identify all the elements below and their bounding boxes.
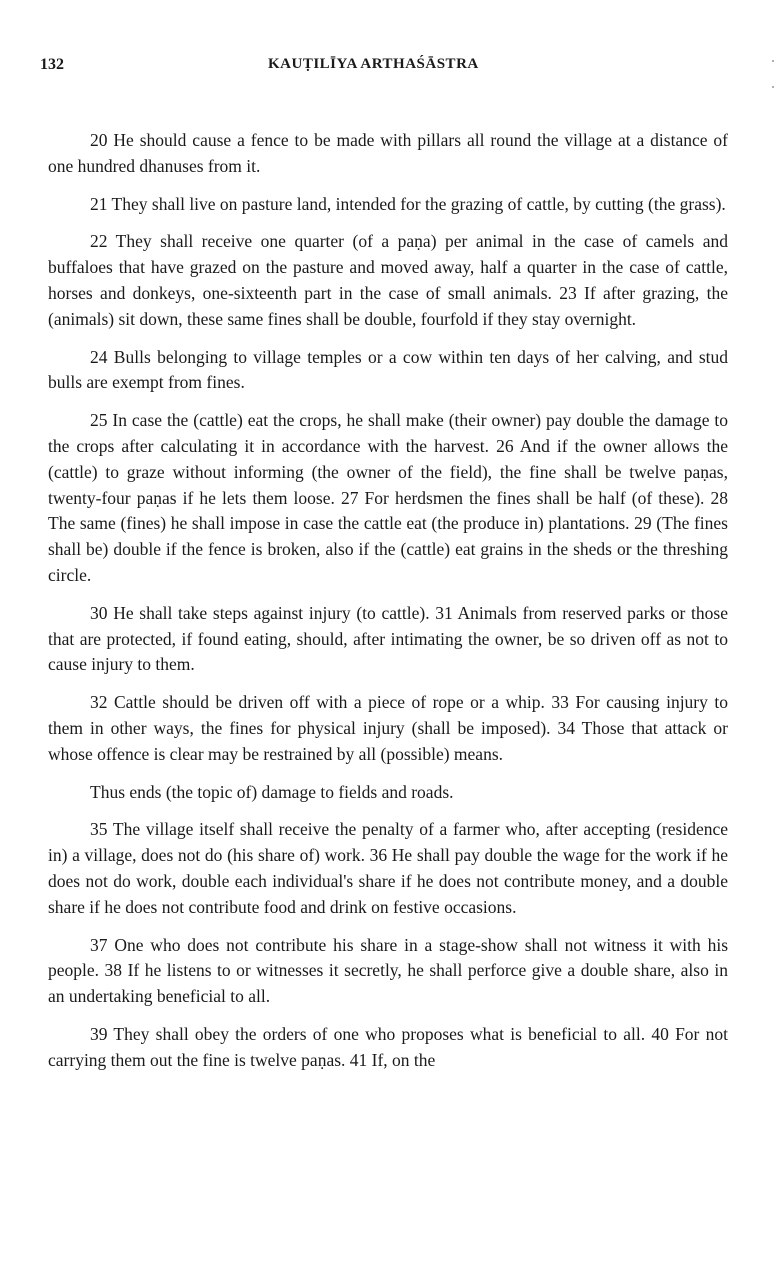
paragraph-30: 30 He shall take steps against injury (to cattle). 31 Animals from reserved parks or those that are protected, if found eating, should, after intimating the owner, be so driven off as not to cause injury to them. [48,602,728,675]
paragraph-39: 39 They shall obey the orders of one who proposes what is beneficial to all. 40 For not carrying them out the fine is twelve paṇas. 41 If, on the [48,1023,728,1070]
paragraph-37: 37 One who does not contribute his share in a stage-show shall not witness it with his people. 38 If he listens to or witnesses it secretly, he shall perforce give a double share, also in an undertaking beneficial to all. [48,934,728,1007]
paragraph-25: 25 In case the (cattle) eat the crops, he shall make (their owner) pay double the damage to the crops after calculating it in accordance with the harvest. 26 And if the owner allows the (cattle) to graze without informing (the owner of the field), the fine shall be twelve paṇas, twenty-four paṇas if he lets them loose. 27 For herdsmen the fines shall be half (of these). 28 The same (fines) he shall impose in case the cattle eat (the produce in) plantations. 29 (The fines shall be) double if the fence is broken, also if the (cattle) eat grains in the sheds or the threshing circle. [48,410,728,585]
paragraph-32: 32 Cattle should be driven off with a piece of rope or a whip. 33 For causing injury to them in other ways, the fines for physical injury (shall be imposed). 34 Those that attack or whose offence is clear may be restrained by all (possible) means. [48,692,728,764]
paragraph-35: 35 The village itself shall receive the penalty of a farmer who, after accepting (residence in) a village, does not do (his share of) work. 36 He shall pay double the wage for the work if he does not do work, double each individual's share if he does not contribute money, and a double share if he does not contribute food and drink on festive occasions. [48,819,728,917]
page-header [40,56,740,80]
scan-speck [772,60,774,62]
paragraph-21: 21 They shall live on pasture land, intended for the grazing of cattle, by cutting (the grass). [90,193,726,214]
paragraph-20: 20 He should cause a fence to be made with pillars all round the village at a distance of one hundred dhanuses from it. [48,130,728,176]
page-number: 132 [40,56,64,73]
topic-end-line: Thus ends (the topic of) damage to fields and roads. [90,781,454,802]
paragraph-24: 24 Bulls belonging to village temples or a cow within ten days of her calving, and stud bulls are exempt from fines. [48,346,728,393]
paragraph-22: 22 They shall receive one quarter (of a paṇa) per animal in the case of camels and buffaloes that have grazed on the pasture and moved away, half a quarter in the case of cattle, horses and donkeys, one-sixteenth part in the case of small animals. 23 If after grazing, the (animals) sit down, these same fines shall be double, fourfold if they stay overnight. [48,231,728,329]
running-title: KAUṬILĪYA ARTHAŚĀSTRA [268,56,479,72]
body-text [48,128,728,1086]
scan-speck [772,86,774,88]
